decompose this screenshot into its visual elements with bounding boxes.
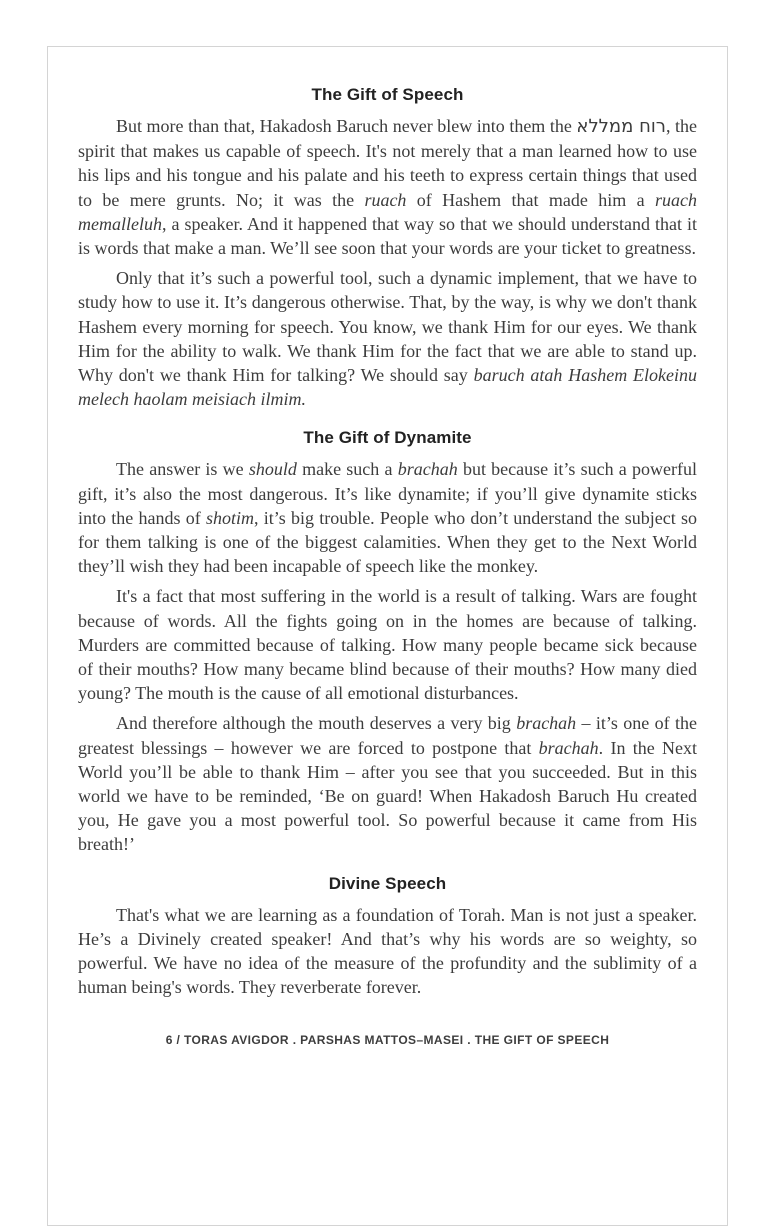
text-run: . In the Next World you’ll be able to thank Him – after you see that you succeeded. But in this world we have to be reminded, ‘Be on guard! When Hakadosh Baruch Hu created you, He gave you a most powerful tool. So powerful because it came from His breath!’ (78, 737, 697, 855)
text-run: , it’s big trouble. People who don’t understand the subject so for them talking is one of the biggest calamities. When they get to the Next World they’ll wish they had been incapable of speech like the monkey. (78, 507, 697, 577)
text-run: The answer is we (116, 459, 249, 480)
text-run: – it’s one of the greatest blessings – however we are forced to postpone that (78, 713, 697, 758)
body-paragraph (78, 584, 697, 705)
body-paragraph (78, 114, 697, 260)
italic-run: baruch atah Hashem Elokeinu melech haolam meisiach ilmim. (78, 365, 697, 410)
text-run: It's a fact that most suffering in the world is a result of talking. Wars are fought because of words. All the fights going on in the homes are because of talking. Murders are committed because of talking. How many people became sick because of their mouths? How many became blind because of their mouths? How many died young? The mouth is the cause of all emotional disturbances. (78, 586, 697, 704)
text-run: Only that it’s such a powerful tool, such a dynamic implement, that we have to study how to use it. It’s dangerous otherwise. That, by the way, is why we don't thank Hashem every morning for speech. You know, we thank Him for our eyes. We thank Him for the ability to walk. We thank Him for the fact that we are able to stand up. Why don't we thank Him for talking? We should say (78, 268, 697, 386)
italic-run: should (248, 459, 297, 480)
text-run: And therefore although the mouth deserves a very big (116, 713, 517, 734)
text-run: But more than that, Hakadosh Baruch never blew into them the (116, 116, 577, 136)
section-heading: Divine Speech (328, 873, 447, 893)
text-run: make such a (296, 459, 398, 480)
italic-run: brachah (516, 713, 577, 734)
text-run: , the spirit that makes us capable of speech. It's not merely that a man learned how to use his lips and his tongue and his palate and his teeth to express certain things that used to be mere grunts. No; it was the (78, 116, 697, 210)
italic-run: brachah (538, 737, 599, 758)
section-heading: The Gift of Speech (311, 85, 464, 104)
italic-run: ruach memalleluh (78, 189, 697, 234)
page-footer: 6 / TORAS AVIGDOR . PARSHAS MATTOS–MASEI . THE GIFT OF SPEECH (165, 1032, 610, 1047)
section-heading: The Gift of Dynamite (303, 428, 472, 448)
italic-run: ruach (364, 189, 407, 210)
body-paragraph (78, 457, 697, 578)
italic-run: shotim (205, 507, 254, 528)
hebrew-run: רוח ממללא (576, 116, 666, 137)
body-paragraph (78, 903, 697, 1000)
body-paragraph (78, 711, 697, 856)
page-content (78, 85, 697, 1000)
italic-run: brachah (397, 459, 458, 480)
body-paragraph (78, 266, 697, 411)
text-run: of Hashem that made him a (406, 189, 655, 210)
text-run: , a speaker. And it happened that way so that we should understand that it is words that make a man. We’ll see soon that your words are your ticket to greatness. (78, 213, 697, 259)
text-run: but because it’s such a powerful gift, it’s also the most dangerous. It’s like dynamite; if you’ll give dynamite sticks into the hands of (78, 459, 697, 528)
page-sheet (47, 46, 728, 1226)
text-run: That's what we are learning as a foundation of Torah. Man is not just a speaker. He’s a Divinely created speaker! And that’s why his words are so weighty, so powerful. We have no idea of the measure of the profundity and the sublimity of a human being's words. They reverberate forever. (78, 904, 697, 998)
